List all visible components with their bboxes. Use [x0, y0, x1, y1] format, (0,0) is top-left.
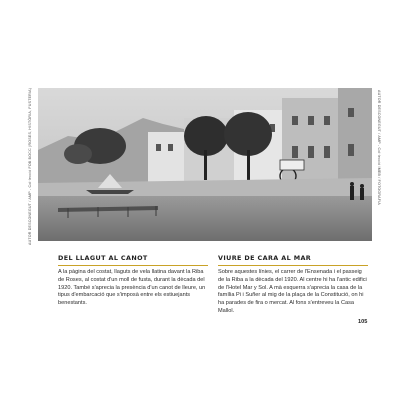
carriage-body [280, 160, 304, 170]
caption-column-right [218, 254, 368, 316]
tree-center-2 [224, 112, 272, 156]
photo-illustration [38, 88, 372, 241]
building-1 [148, 132, 184, 184]
caption-text-right: Sobre aquestes línies, el carrer de l'Ensenada i el passeig de la Riba a la dècada del 1920. Al centre hi ha l'antic edifici de l'Hotel Mar y Sol. A mà esquerra s'aprecia la casa de la família Pi i Suñer al mig de la plaça de la Constitució, on hi ha parades de fira o mercat. Al fons s'entreveu la Casa Mallol. [218, 269, 367, 314]
caption-column-left [58, 254, 208, 308]
caption-heading-right: VIURE DE CARA AL MAR [218, 254, 312, 262]
caption-heading-left: DEL LLAGUT AL CANOT [58, 254, 148, 262]
caption-text-left: A la pàgina del costat, llaguts de vela llatina davant la Riba de Roses, al costat d'un moll de fusta, durant la dècada del 1920. També s'aprecia la presència d'un canot de lleure, un tipus d'embarcació que s'imposà entre els estiuejants benestants. [58, 269, 206, 307]
sea [38, 196, 372, 241]
boat-hull [86, 190, 134, 194]
side-caption-right: AUTOR DESCONEGUT / AMP - Col·lecció IMEB / FOTOGRAFIA [377, 90, 381, 205]
historic-harbour-photo [38, 88, 372, 241]
tree-small-left [64, 144, 92, 164]
page-number: 105 [358, 319, 368, 325]
side-caption-left: AUTOR DESCONEGUT / AMP - Col·lecció FOB BOCC (ROSES, HISTÒRIA, FUSTERIA) [28, 87, 32, 245]
heading-rule-right [218, 265, 368, 266]
building-5 [338, 88, 372, 184]
heading-rule-left [58, 265, 208, 266]
